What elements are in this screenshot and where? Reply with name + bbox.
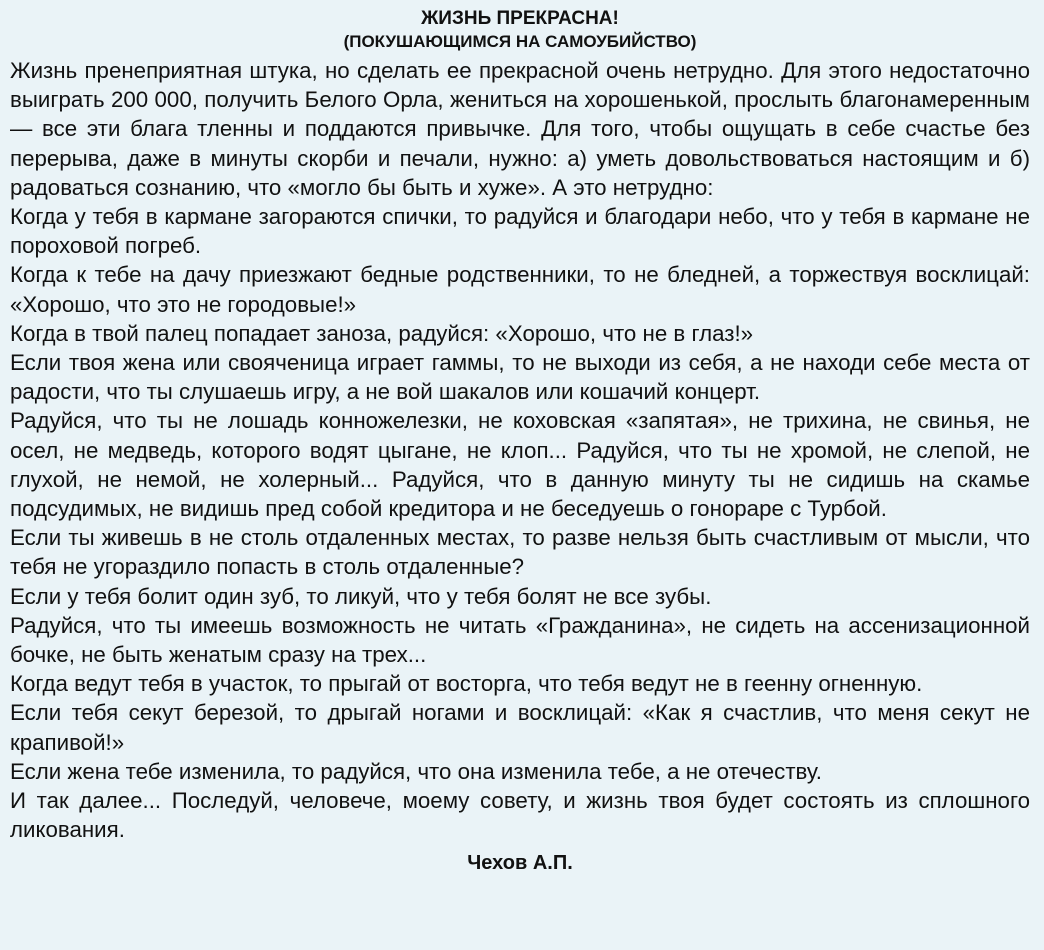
paragraph: Радуйся, что ты не лошадь конножелезки, не коховская «запятая», не трихина, не свинья, не осел, не медведь, которого водят цыгане, не клоп... Радуйся, что ты не хромой, не слепой, не глухой, не немой, не холерный... Радуйся, что в данную минуту ты не сидишь на скамье подсудимых, не видишь пред собой кредитора и не беседуешь о гонораре с Турбой. [10,408,1030,522]
paragraph: Когда к тебе на дачу приезжают бедные родственники, то не бледней, а торжествуя восклицай: «Хорошо, что это не городовые!» [10,262,1030,317]
paragraph: Когда у тебя в кармане загораются спички, то радуйся и благодари небо, что у тебя в кармане не пороховой погреб. [10,204,1030,259]
paragraph: Если твоя жена или свояченица играет гаммы, то не выходи из себя, а не находи себе места от радости, что ты слушаешь игру, а не вой шакалов или кошачий концерт. [10,350,1030,405]
paragraph: Радуйся, что ты имеешь возможность не читать «Гражданина», не сидеть на ассенизационной бочке, не быть женатым сразу на трех... [10,612,1030,668]
paragraph: Если тебя секут березой, то дрыгай ногами и восклицай: «Как я счастлив, что меня секут не крапивой!» [10,700,1030,755]
paragraph: Если ты живешь в не столь отдаленных местах, то разве нельзя быть счастливым от мысли, что тебя не угораздило попасть в столь отдаленные? [10,525,1030,580]
document-subtitle: (ПОКУШАЮЩИМСЯ НА САМОУБИЙСТВО) [343,32,697,51]
paragraph: Когда в твой палец попадает заноза, радуйся: «Хорошо, что не в глаз!» [10,320,754,346]
paragraph: Жизнь пренеприятная штука, но сделать ее прекрасной очень нетрудно. Для этого недостаточно выиграть 200 000, получить Белого Орла, жениться на хорошенькой, прослыть благонамеренным — все эти блага тленны и поддаются привычке. Для того, чтобы ощущать в себе счастье без перерыва, даже в минуты скорби и печали, нужно: а) уметь довольствоваться настоящим и б) радоваться сознанию, что «могло бы быть и хуже». А это нетрудно: [10,58,1030,200]
paragraph: Когда ведут тебя в участок, то прыгай от восторга, что тебя ведут не в геенну огненную. [10,671,923,697]
paragraph: И так далее... Последуй, человече, моему совету, и жизнь твоя будет состоять из сплошного ликования. [10,788,1030,843]
document-author: Чехов А.П. [467,852,573,875]
document-body [10,56,1030,844]
paragraph: Если жена тебе изменила, то радуйся, что она изменила тебе, а не отечеству. [10,758,823,784]
document-title: ЖИЗНЬ ПРЕКРАСНА! [421,8,619,29]
paragraph: Если у тебя болит один зуб, то ликуй, что у тебя болят не все зубы. [10,583,712,609]
